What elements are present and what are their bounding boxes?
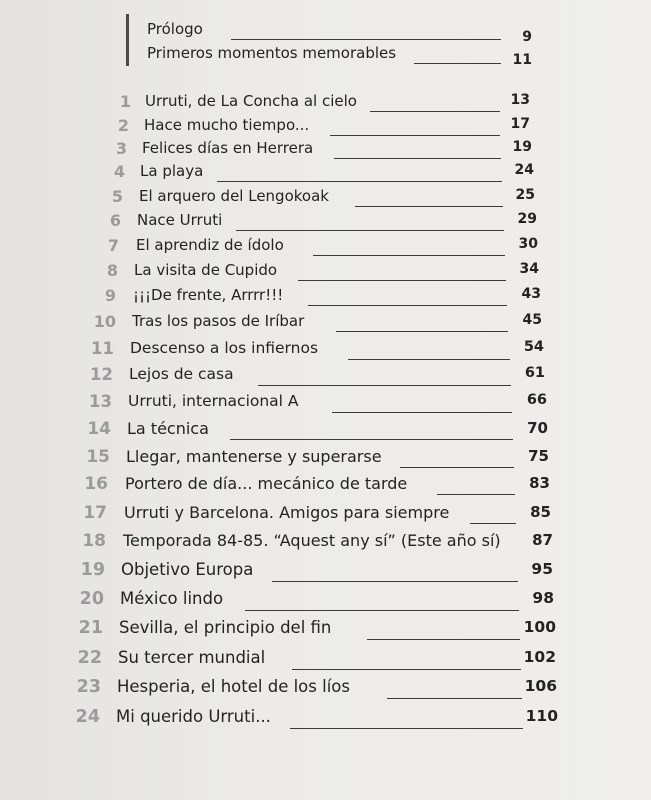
chapter-number: 17 bbox=[83, 503, 107, 523]
chapter-page: 83 bbox=[529, 474, 550, 492]
chapter-number: 14 bbox=[87, 419, 111, 439]
chapter-entry bbox=[0, 211, 651, 233]
chapter-page: 34 bbox=[519, 261, 539, 277]
chapter-number: 5 bbox=[111, 187, 123, 206]
chapter-entry bbox=[0, 503, 651, 525]
chapter-title: ¡¡¡De frente, Arrrr!!! bbox=[133, 286, 284, 304]
chapter-page: 45 bbox=[522, 312, 542, 328]
dot-leader bbox=[387, 698, 522, 699]
chapter-page: 30 bbox=[518, 236, 538, 252]
chapter-number: 1 bbox=[119, 92, 131, 111]
chapter-page: 13 bbox=[510, 92, 530, 108]
chapter-number: 13 bbox=[89, 392, 112, 411]
chapter-page: 29 bbox=[517, 211, 537, 227]
chapter-page: 102 bbox=[523, 648, 556, 666]
chapter-page: 106 bbox=[524, 677, 557, 695]
chapter-title: La técnica bbox=[127, 419, 209, 438]
dot-leader bbox=[298, 280, 506, 281]
chapter-title: Urruti, de La Concha al cielo bbox=[145, 92, 357, 110]
chapter-number: 24 bbox=[75, 707, 100, 727]
chapter-entry bbox=[0, 560, 651, 582]
dot-leader bbox=[290, 728, 523, 729]
chapter-page: 100 bbox=[523, 618, 556, 636]
chapter-page: 17 bbox=[510, 116, 530, 132]
chapter-number: 11 bbox=[91, 339, 114, 358]
entry-page: 9 bbox=[522, 29, 532, 45]
chapter-title: Temporada 84-85. “Aquest any sí” (Este año sí) bbox=[123, 531, 501, 550]
chapter-title: Hace mucho tiempo... bbox=[144, 116, 310, 134]
chapter-entry bbox=[0, 531, 651, 553]
dot-leader bbox=[355, 206, 503, 207]
dot-leader bbox=[292, 669, 521, 670]
dot-leader bbox=[470, 523, 516, 524]
chapter-page: 66 bbox=[526, 392, 547, 408]
front-matter-entry bbox=[147, 40, 547, 66]
dot-leader bbox=[258, 385, 511, 386]
chapter-page: 95 bbox=[531, 560, 553, 578]
dot-leader bbox=[332, 412, 512, 413]
dot-leader bbox=[308, 305, 507, 306]
chapter-page: 43 bbox=[521, 286, 541, 302]
chapter-page: 19 bbox=[512, 139, 532, 155]
chapter-entry bbox=[0, 447, 651, 469]
dot-leader bbox=[313, 255, 505, 256]
chapter-entry bbox=[0, 419, 651, 441]
chapter-entry bbox=[0, 139, 651, 161]
chapter-page: 54 bbox=[523, 339, 544, 355]
entry-title: Primeros momentos memorables bbox=[147, 44, 397, 62]
dot-leader bbox=[230, 439, 513, 440]
chapter-title: Descenso a los infiernos bbox=[130, 339, 319, 357]
chapter-title: El aprendiz de ídolo bbox=[136, 236, 284, 254]
chapter-number: 12 bbox=[90, 365, 113, 384]
dot-leader bbox=[437, 494, 515, 495]
chapter-title: El arquero del Lengokoak bbox=[139, 187, 329, 205]
chapter-title: Tras los pasos de Iríbar bbox=[132, 312, 305, 330]
chapter-page: 98 bbox=[532, 589, 554, 607]
front-matter bbox=[126, 14, 547, 66]
chapter-number: 23 bbox=[76, 677, 101, 697]
chapter-title: Portero de día... mecánico de tarde bbox=[125, 474, 408, 493]
chapter-number: 16 bbox=[84, 474, 108, 494]
chapter-number: 15 bbox=[86, 447, 110, 467]
chapter-entry bbox=[0, 116, 651, 138]
chapter-entry bbox=[0, 92, 651, 114]
chapter-title: México lindo bbox=[120, 589, 224, 608]
chapter-number: 20 bbox=[79, 589, 104, 609]
chapter-page: 87 bbox=[532, 531, 553, 549]
chapter-entry bbox=[0, 261, 651, 283]
chapter-number: 3 bbox=[115, 139, 127, 158]
dot-leader bbox=[334, 158, 501, 159]
chapter-page: 61 bbox=[524, 365, 545, 381]
chapter-entry bbox=[0, 339, 651, 361]
chapter-number: 22 bbox=[77, 648, 102, 668]
chapter-title: Urruti, internacional A bbox=[128, 392, 299, 410]
chapter-title: Felices días en Herrera bbox=[142, 139, 314, 157]
dot-leader bbox=[336, 331, 508, 332]
chapter-title: Lejos de casa bbox=[129, 365, 234, 383]
chapter-entry bbox=[0, 187, 651, 209]
chapter-page: 75 bbox=[528, 447, 549, 465]
chapter-number: 6 bbox=[109, 211, 121, 230]
chapter-entry bbox=[0, 589, 651, 611]
chapter-entry bbox=[0, 648, 651, 670]
dot-leader bbox=[414, 63, 501, 64]
chapter-entry bbox=[0, 392, 651, 414]
chapter-number: 8 bbox=[106, 261, 118, 280]
chapter-number: 18 bbox=[82, 531, 106, 551]
dot-leader bbox=[400, 467, 514, 468]
chapter-title: Urruti y Barcelona. Amigos para siempre bbox=[124, 503, 450, 522]
chapter-entry bbox=[0, 162, 651, 184]
front-matter-entry bbox=[147, 14, 547, 45]
chapter-number: 4 bbox=[113, 162, 125, 181]
chapter-number: 9 bbox=[104, 286, 116, 305]
chapter-entry bbox=[0, 365, 651, 387]
chapter-entry bbox=[0, 474, 651, 496]
dot-leader bbox=[236, 230, 504, 231]
chapter-title: Llegar, mantenerse y superarse bbox=[126, 447, 382, 466]
chapter-title: La playa bbox=[140, 162, 204, 180]
dot-leader bbox=[272, 581, 518, 582]
chapter-number: 19 bbox=[80, 560, 105, 580]
dot-leader bbox=[370, 111, 500, 112]
chapter-title: La visita de Cupido bbox=[134, 261, 278, 279]
dot-leader bbox=[217, 181, 502, 182]
chapter-title: Su tercer mundial bbox=[118, 648, 266, 667]
entry-page: 11 bbox=[512, 52, 532, 68]
chapter-entry bbox=[0, 286, 651, 308]
chapter-entry bbox=[0, 618, 651, 640]
chapter-number: 21 bbox=[78, 618, 103, 638]
chapter-title: Hesperia, el hotel de los líos bbox=[117, 677, 350, 696]
chapter-entry bbox=[0, 312, 651, 334]
chapter-title: Sevilla, el principio del fin bbox=[119, 618, 332, 637]
chapter-title: Mi querido Urruti... bbox=[116, 707, 271, 726]
chapter-number: 10 bbox=[93, 312, 116, 331]
chapter-entry bbox=[0, 677, 651, 699]
dot-leader bbox=[245, 610, 519, 611]
chapter-title: Nace Urruti bbox=[137, 211, 223, 229]
dot-leader bbox=[367, 639, 520, 640]
chapter-title: Objetivo Europa bbox=[121, 560, 254, 579]
chapter-page: 70 bbox=[527, 419, 548, 437]
chapter-number: 7 bbox=[107, 236, 119, 255]
dot-leader bbox=[330, 135, 500, 136]
chapter-page: 24 bbox=[514, 162, 534, 178]
entry-title: Prólogo bbox=[147, 20, 203, 38]
chapter-entry bbox=[0, 236, 651, 258]
dot-leader bbox=[348, 359, 510, 360]
chapter-page: 110 bbox=[525, 707, 558, 725]
chapter-page: 85 bbox=[530, 503, 551, 521]
chapter-page: 25 bbox=[515, 187, 535, 203]
chapter-entry bbox=[0, 707, 651, 729]
chapter-number: 2 bbox=[117, 116, 129, 135]
